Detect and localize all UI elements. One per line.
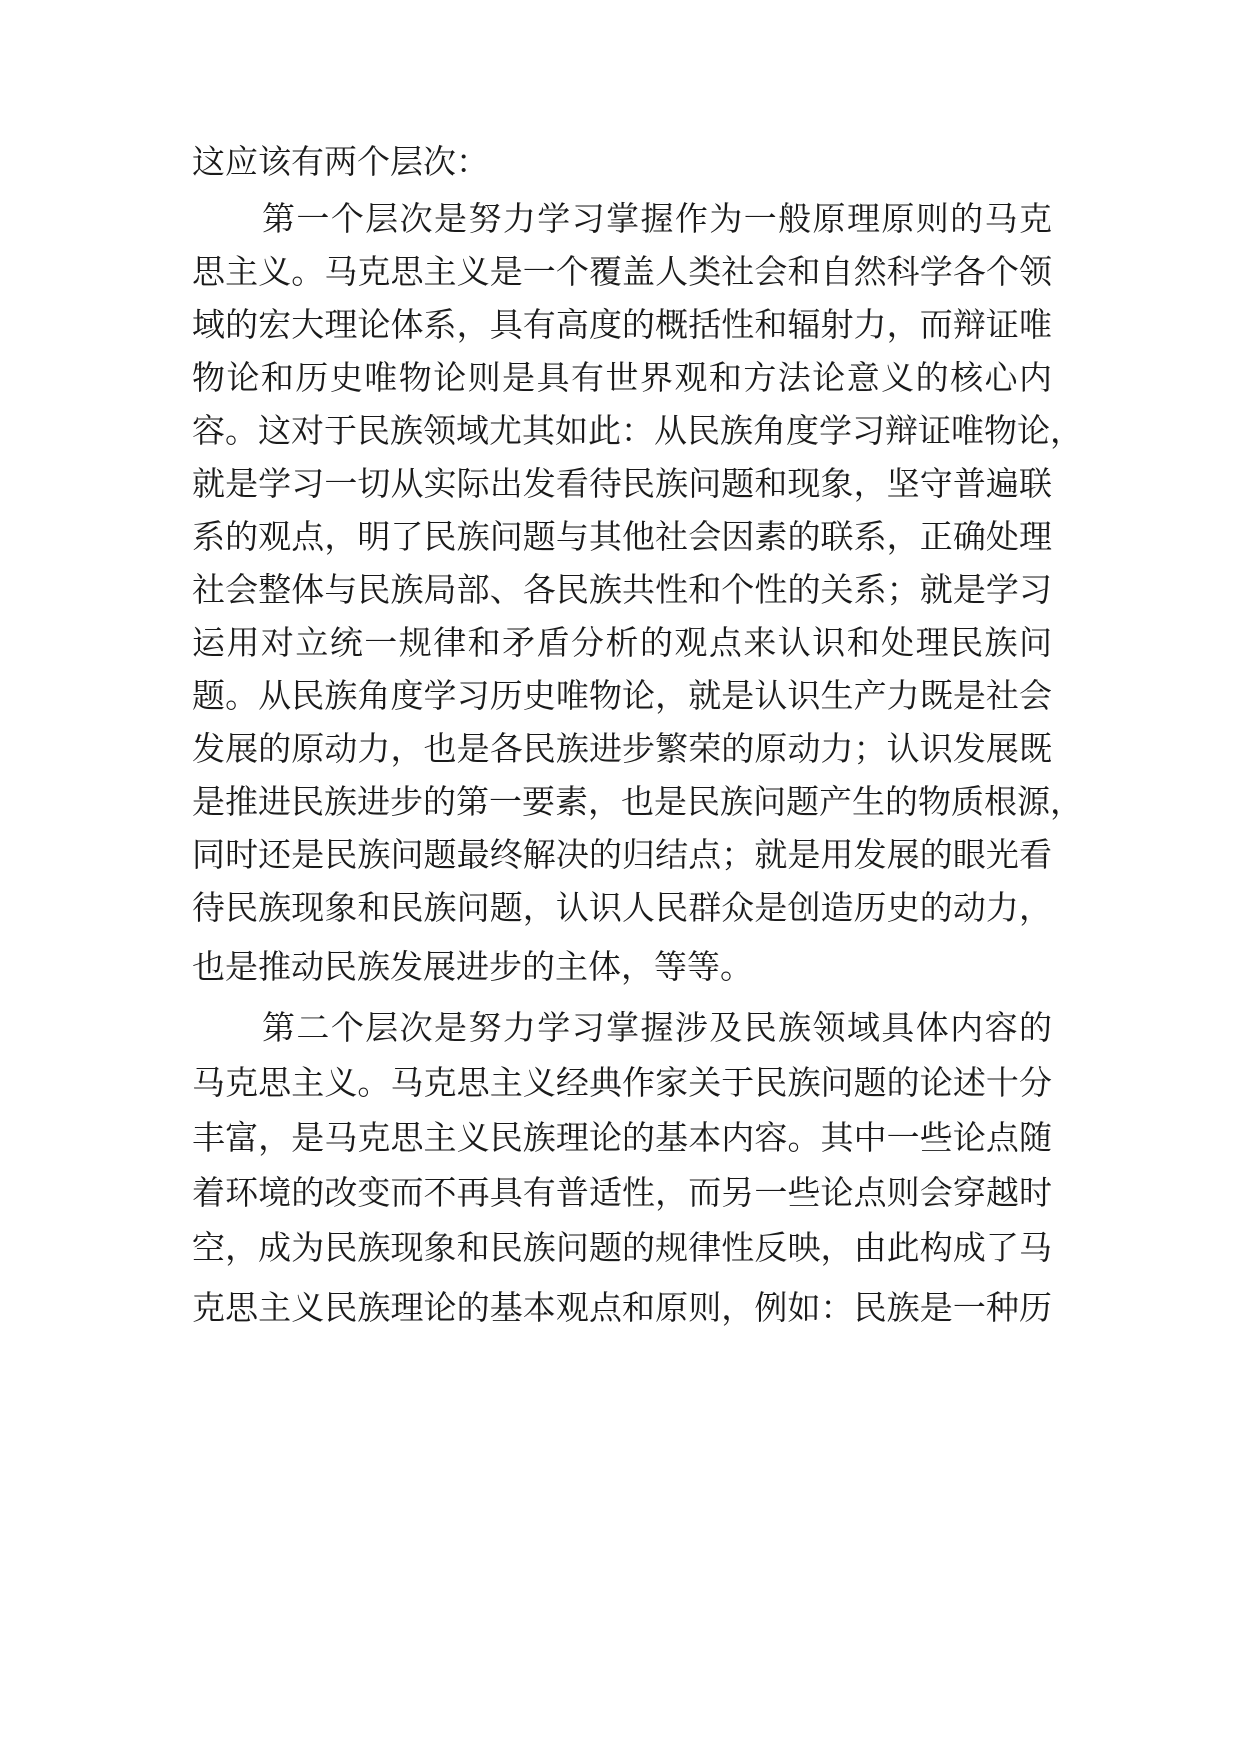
text-line: 社会整体与民族局部、各民族共性和个性的关系；就是学习 — [192, 570, 1052, 609]
text-line: 题。从民族角度学习历史唯物论，就是认识生产力既是社会 — [192, 676, 1052, 715]
text-line: 发展的原动力，也是各民族进步繁荣的原动力；认识发展既 — [192, 729, 1052, 768]
text-line: 是推进民族进步的第一要素，也是民族问题产生的物质根源， — [192, 782, 1083, 821]
text-line: 容。这对于民族领域尤其如此：从民族角度学习辩证唯物论， — [192, 411, 1083, 450]
paragraph-start-line: 第二个层次是努力学习掌握涉及民族领域具体内容的 — [262, 1008, 1052, 1047]
paragraph-end-line: 也是推动民族发展进步的主体，等等。 — [192, 947, 753, 986]
text-line: 丰富，是马克思主义民族理论的基本内容。其中一些论点随 — [192, 1118, 1052, 1157]
text-line: 物论和历史唯物论则是具有世界观和方法论意义的核心内 — [192, 358, 1052, 397]
text-line: 这应该有两个层次： — [192, 142, 489, 181]
text-line: 思主义。马克思主义是一个覆盖人类社会和自然科学各个领 — [192, 252, 1052, 291]
text-line: 域的宏大理论体系，具有高度的概括性和辐射力，而辩证唯 — [192, 305, 1052, 344]
text-line: 就是学习一切从实际出发看待民族问题和现象，坚守普遍联 — [192, 464, 1052, 503]
text-line: 同时还是民族问题最终解决的归结点；就是用发展的眼光看 — [192, 835, 1052, 874]
text-line: 克思主义民族理论的基本观点和原则，例如：民族是一种历 — [192, 1288, 1052, 1327]
text-line: 运用对立统一规律和矛盾分析的观点来认识和处理民族问 — [192, 623, 1052, 662]
text-line: 待民族现象和民族问题，认识人民群众是创造历史的动力， — [192, 888, 1052, 927]
text-line: 空，成为民族现象和民族问题的规律性反映，由此构成了马 — [192, 1228, 1052, 1267]
text-line: 着环境的改变而不再具有普适性，而另一些论点则会穿越时 — [192, 1173, 1052, 1212]
text-line: 系的观点，明了民族问题与其他社会因素的联系，正确处理 — [192, 517, 1052, 556]
text-line: 马克思主义。马克思主义经典作家关于民族问题的论述十分 — [192, 1063, 1052, 1102]
paragraph-start-line: 第一个层次是努力学习掌握作为一般原理原则的马克 — [262, 199, 1052, 238]
